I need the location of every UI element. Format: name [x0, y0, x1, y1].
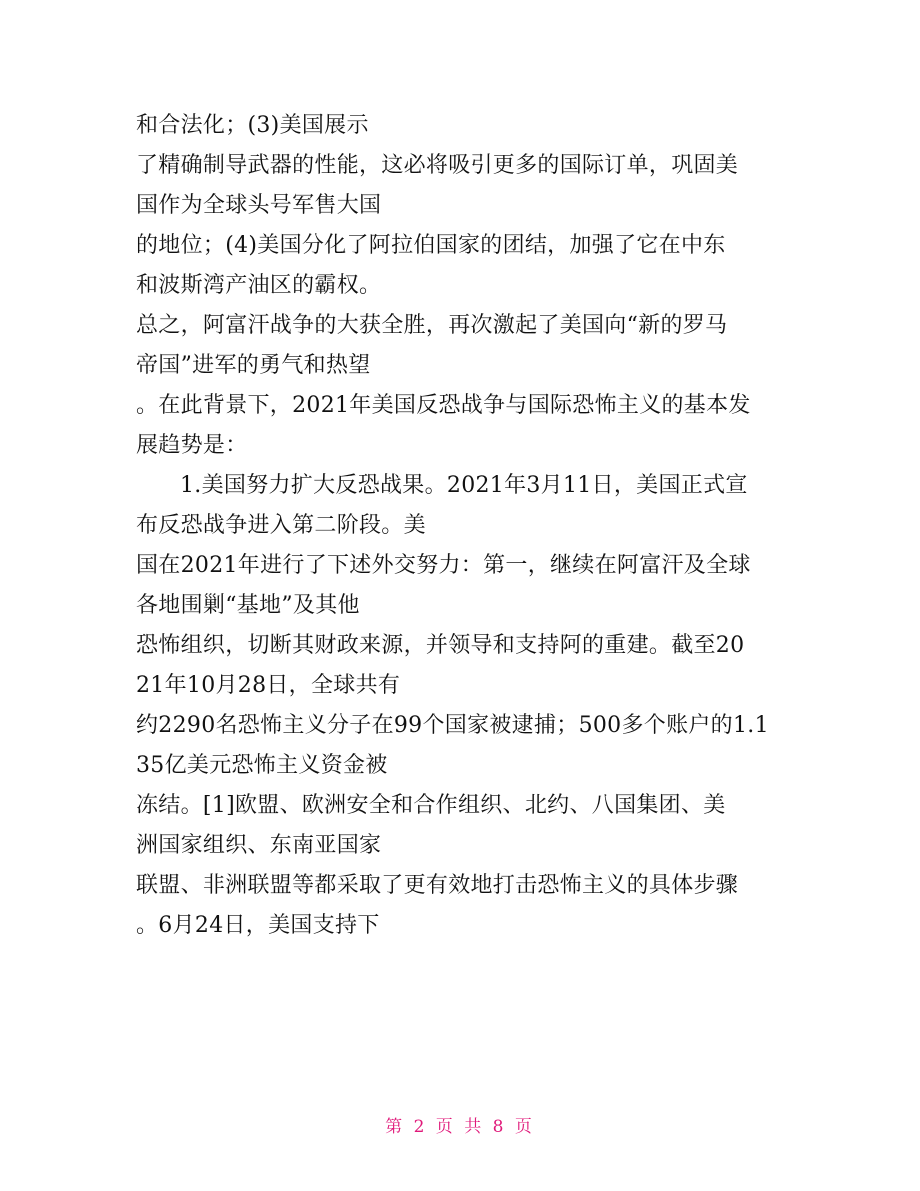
text-line: 各地围剿“基地”及其他 [136, 593, 360, 618]
text-line: 了精确制导武器的性能，这必将吸引更多的国际订单，巩固美 [136, 153, 739, 178]
text-line: 帝国”进军的勇气和热望 [136, 353, 371, 378]
document-body [136, 106, 796, 946]
text-line: 展趋势是： [136, 433, 248, 458]
text-line: 21年10月28日，全球共有 [136, 673, 401, 698]
text-line: 的地位；(4)美国分化了阿拉伯国家的团结，加强了它在中东 [136, 233, 726, 258]
text-line: 冻结。[1]欧盟、欧洲安全和合作组织、北约、八国集团、美 [136, 793, 726, 818]
text-line: 总之，阿富汗战争的大获全胜，再次激起了美国向“新的罗马 [136, 313, 728, 338]
text-line: 。6月24日，美国支持下 [136, 913, 380, 938]
text-line: 联盟、非洲联盟等都采取了更有效地打击恐怖主义的具体步骤 [136, 873, 739, 898]
text-line: 洲国家组织、东南亚国家 [136, 833, 382, 858]
text-line: 国在2021年进行了下述外交努力：第一，继续在阿富汗及全球 [136, 553, 751, 578]
text-line: 和波斯湾产油区的霸权。 [136, 273, 382, 298]
text-line-indented: 1.美国努力扩大反恐战果。2021年3月11日，美国正式宣 [180, 473, 748, 498]
text-line: 和合法化；(3)美国展示 [136, 113, 369, 138]
text-line: 布反恐战争进入第二阶段。美 [136, 513, 426, 538]
text-line: 约2290名恐怖主义分子在99个国家被逮捕；500多个账户的1.1 [136, 713, 769, 738]
text-line: 恐怖组织，切断其财政来源，并领导和支持阿的重建。截至20 [136, 633, 745, 658]
text-line: 国作为全球头号军售大国 [136, 193, 382, 218]
text-line: 35亿美元恐怖主义资金被 [136, 753, 388, 778]
text-line: 。在此背景下，2021年美国反恐战争与国际恐怖主义的基本发 [136, 393, 751, 418]
page-number-footer: 第 2 页 共 8 页 [385, 1117, 535, 1137]
